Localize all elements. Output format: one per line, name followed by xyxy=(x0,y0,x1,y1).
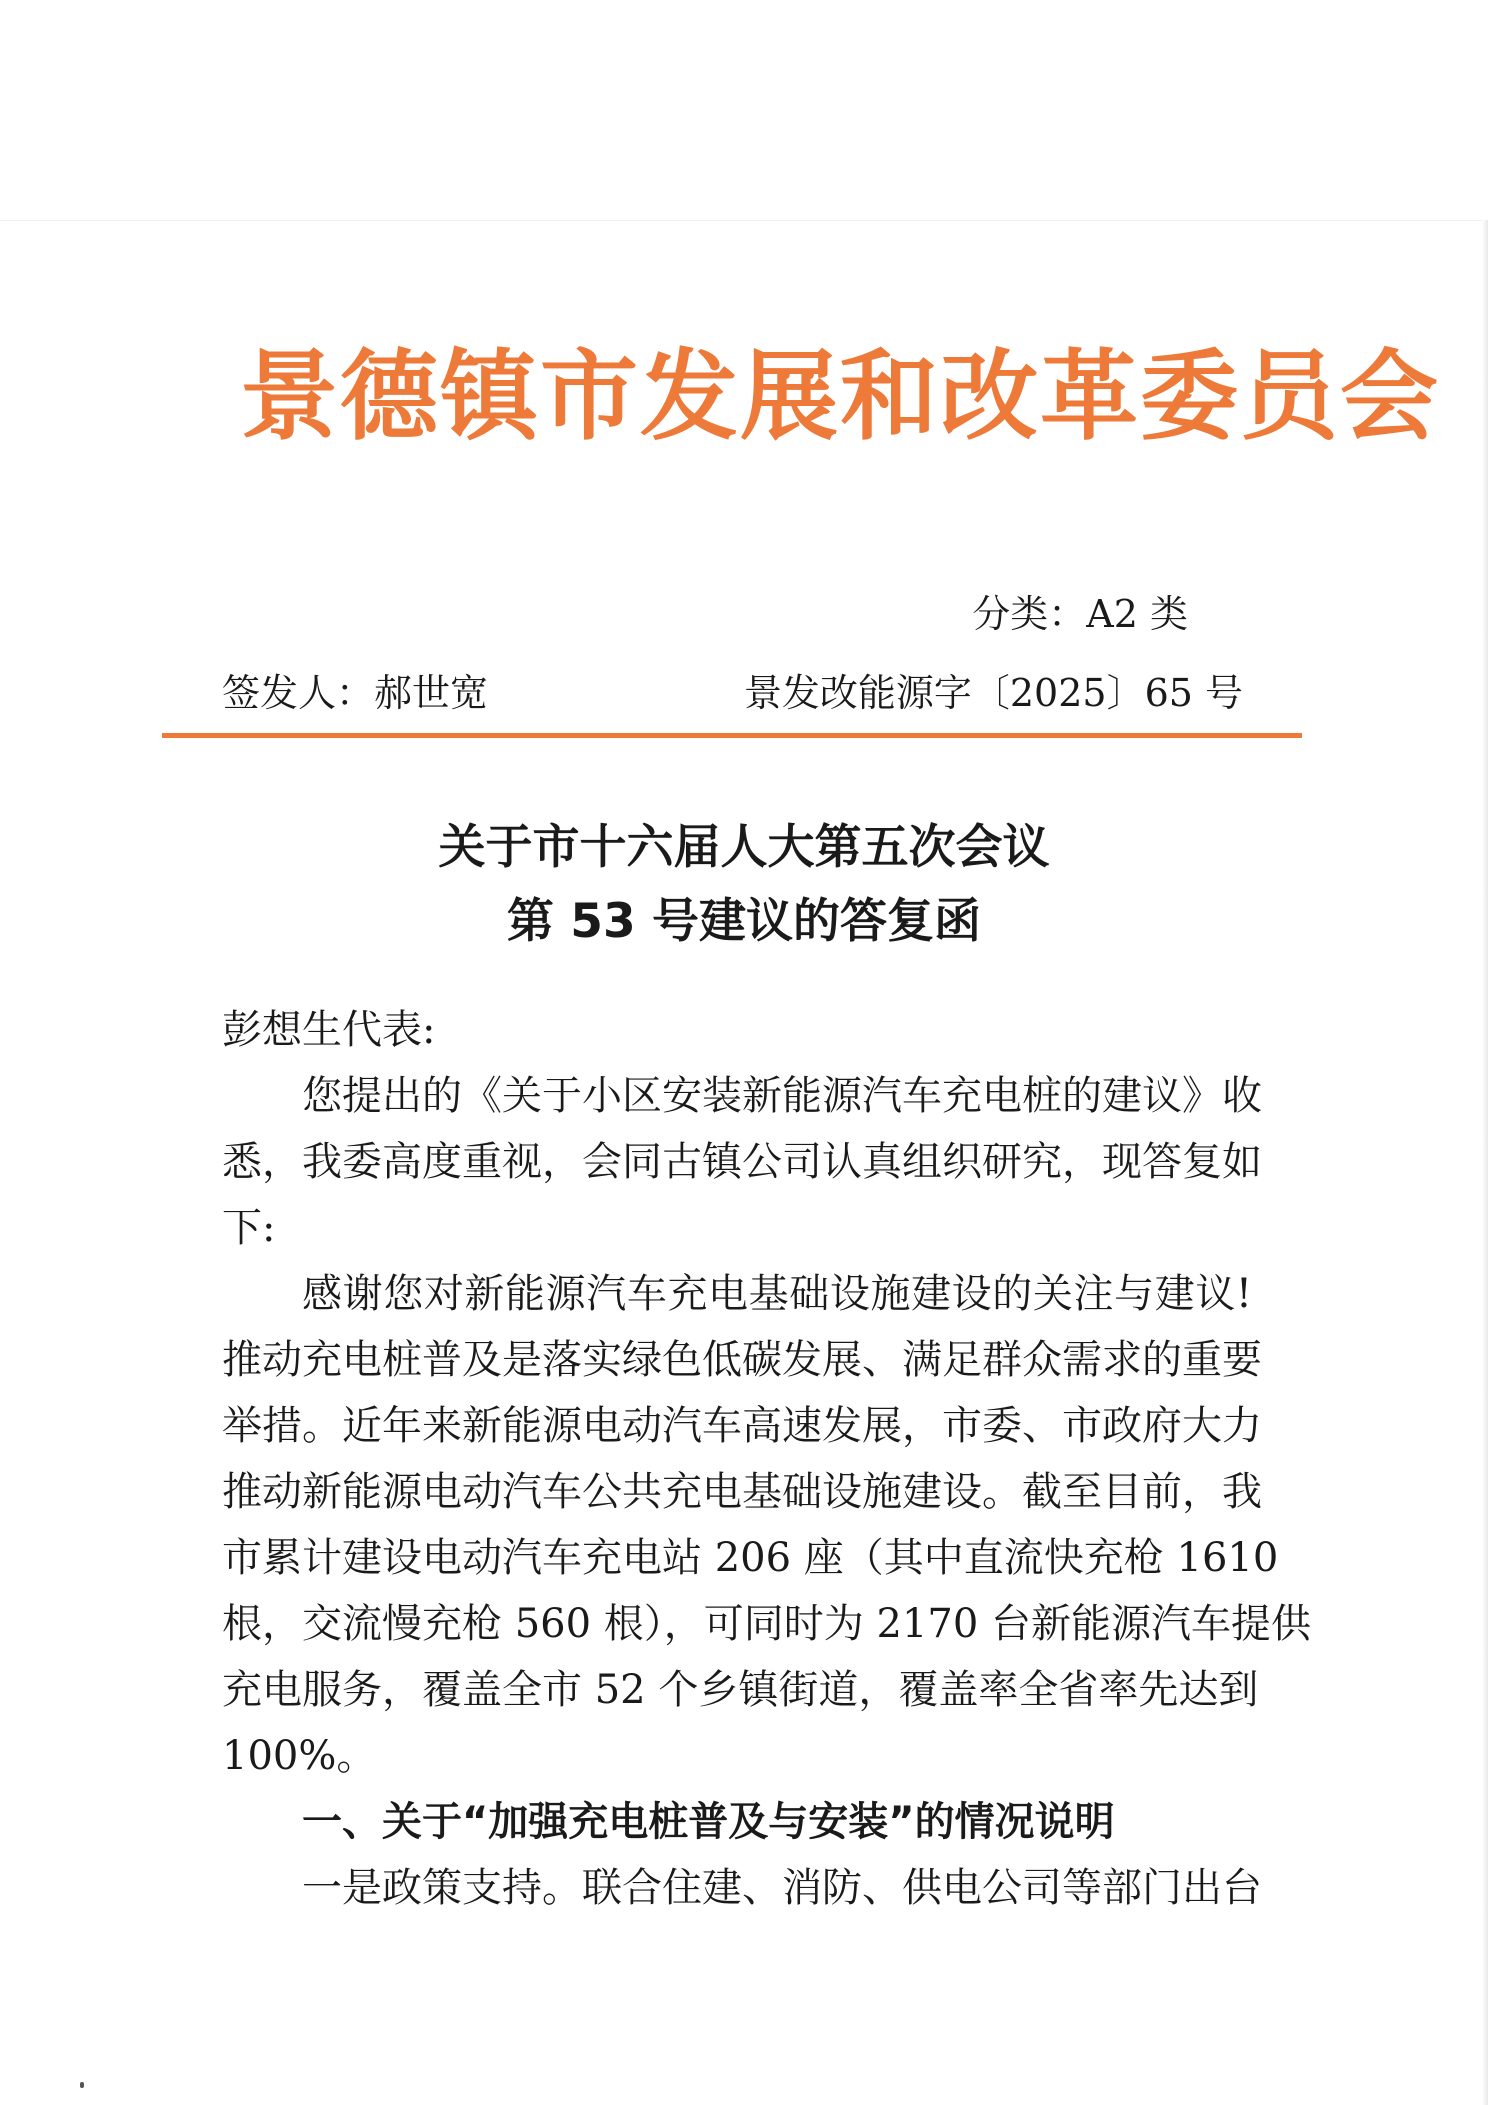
scan-speck xyxy=(80,2082,84,2088)
body-line: 推动充电桩普及是落实绿色低碳发展、满足群众需求的重要 xyxy=(222,1337,1262,1383)
body-line: 您提出的《关于小区安装新能源汽车充电桩的建议》收 xyxy=(302,1073,1262,1119)
blank-top-margin xyxy=(0,0,1488,221)
issuing-organization: 景德镇市发展和改革委员会 xyxy=(240,340,1441,454)
body-line: 100%。 xyxy=(222,1733,377,1779)
signer-label: 签发人：郝世宽 xyxy=(222,671,489,715)
classification-label: 分类：A2 类 xyxy=(972,592,1188,636)
document-title-line-1: 关于市十六届人大第五次会议 xyxy=(438,820,1050,875)
body-line: 一是政策支持。联合住建、消防、供电公司等部门出台 xyxy=(302,1865,1262,1911)
salutation: 彭想生代表: xyxy=(222,1007,436,1053)
body-line: 市累计建设电动汽车充电站 206 座（其中直流快充枪 1610 xyxy=(222,1535,1279,1581)
body-line: 充电服务，覆盖全市 52 个乡镇街道，覆盖率全省率先达到 xyxy=(222,1667,1259,1713)
body-line: 根，交流慢充枪 560 根），可同时为 2170 台新能源汽车提供 xyxy=(222,1601,1312,1647)
body-line: 推动新能源电动汽车公共充电基础设施建设。截至目前，我 xyxy=(222,1469,1262,1515)
body-line: 举措。近年来新能源电动汽车高速发展，市委、市政府大力 xyxy=(222,1403,1262,1449)
header-divider-line xyxy=(162,733,1302,738)
document-title-line-2: 第 53 号建议的答复函 xyxy=(506,894,982,949)
body-line: 悉，我委高度重视，会同古镇公司认真组织研究，现答复如 xyxy=(222,1139,1262,1185)
section-heading: 一、关于“加强充电桩普及与安装”的情况说明 xyxy=(302,1799,1115,1845)
scan-edge-shadow xyxy=(1482,220,1488,2105)
document-number: 景发改能源字〔2025〕65 号 xyxy=(743,671,1243,715)
body-line: 感谢您对新能源汽车充电基础设施建设的关注与建议! xyxy=(302,1271,1252,1317)
body-line: 下: xyxy=(222,1205,276,1251)
